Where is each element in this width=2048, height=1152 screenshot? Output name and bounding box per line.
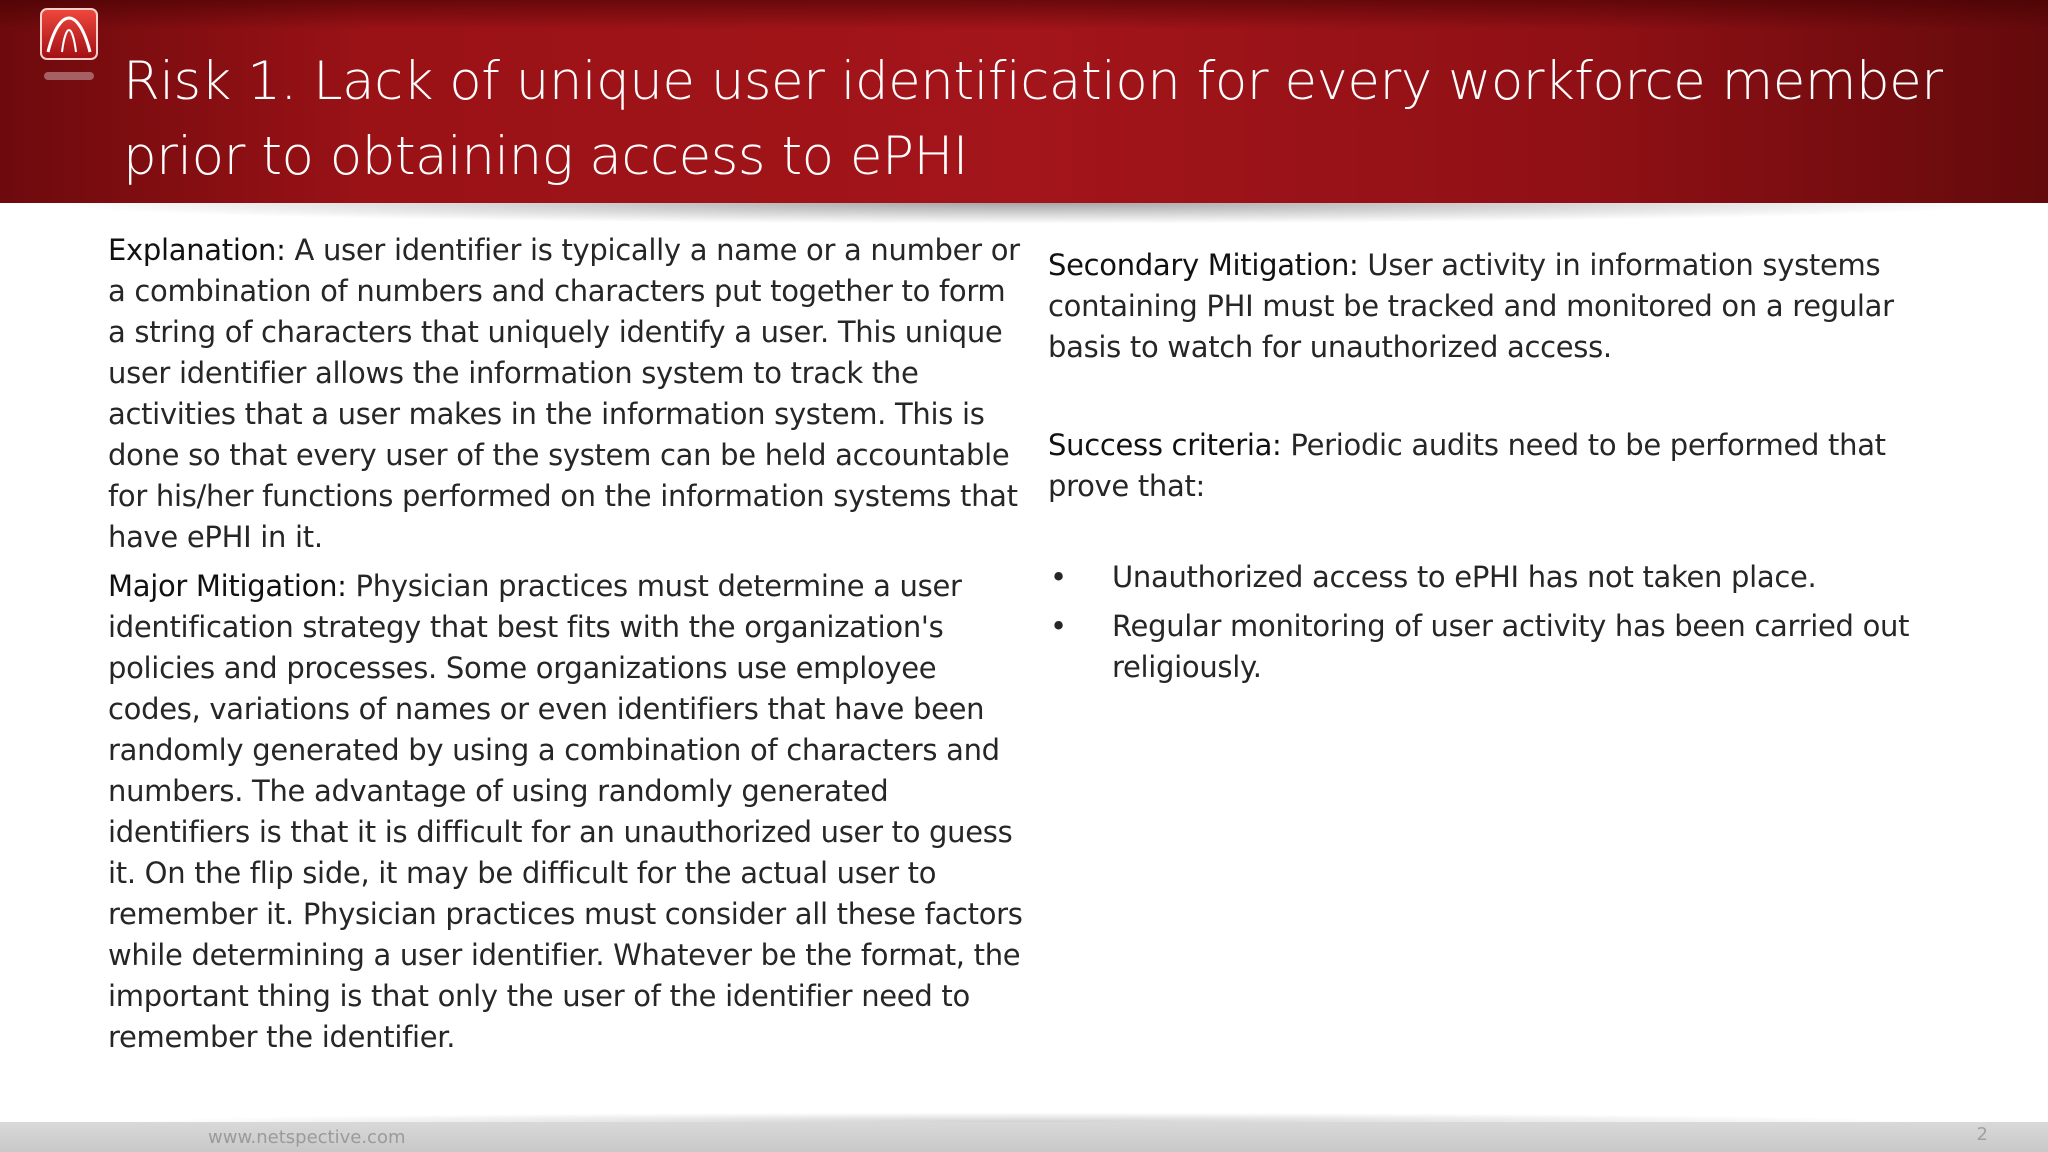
bullet-icon: • <box>1050 560 1067 594</box>
list-item-text: Regular monitoring of user activity has been carried out religiously. <box>1112 609 1910 684</box>
success-criteria-label: Success criteria: <box>1048 428 1282 462</box>
major-mitigation-paragraph <box>108 566 1023 1058</box>
list-item <box>1048 557 1948 598</box>
left-column <box>108 230 1023 1058</box>
success-criteria-paragraph <box>1048 425 1948 507</box>
netspective-logo-icon <box>40 8 98 60</box>
banner-top-shade <box>0 0 2048 30</box>
major-mitigation-text: Physician practices must determine a user identification strategy that best fits with the organization's policies and processes. Some organizations use employee codes, variations of names or even identifiers that have been randomly generated by using a combination of characters and numbers. The advantage of using randomly generated identifiers is that it is difficult for an unauthorized user to guess it. On the flip side, it may be difficult for the actual user to remember it. Physician practices must consider all these factors while determining a user identifier. Whatever be the format, the important thing is that only the user of the identifier need to remember the identifier. <box>108 569 1023 1054</box>
page-number: 2 <box>1976 1124 1988 1145</box>
footer-shadow <box>0 1110 2048 1122</box>
bullet-icon: • <box>1050 609 1067 643</box>
right-column <box>1048 245 1948 696</box>
list-item <box>1048 606 1948 688</box>
secondary-mitigation-text: User activity in information systems containing PHI must be tracked and monitored on a regular basis to watch for unauthorized access. <box>1048 248 1894 364</box>
footer-url: www.netspective.com <box>208 1127 406 1148</box>
secondary-mitigation-paragraph <box>1048 245 1948 368</box>
success-criteria-text: Periodic audits need to be performed that prove that: <box>1048 428 1886 503</box>
banner-shadow <box>0 203 2048 229</box>
logo-reflection <box>44 72 94 80</box>
major-mitigation-label: Major Mitigation: <box>108 569 347 603</box>
explanation-label: Explanation: <box>108 233 286 267</box>
success-criteria-list <box>1048 557 1948 688</box>
explanation-text: A user identifier is typically a name or a number or a combination of numbers and characters put together to form a string of characters that uniquely identify a user. This unique user identifier allows the information system to track the activities that a user makes in the information system. This is done so that every user of the system can be held accountable for his/her functions performed on the information systems that have ePHI in it. <box>108 233 1020 554</box>
explanation-paragraph <box>108 230 1023 558</box>
list-item-text: Unauthorized access to ePHI has not taken place. <box>1112 560 1817 594</box>
slide-title: Risk 1. Lack of unique user identification for every workforce member prior to obtaining access to ePHI <box>123 51 1943 187</box>
secondary-mitigation-label: Secondary Mitigation: <box>1048 248 1359 282</box>
